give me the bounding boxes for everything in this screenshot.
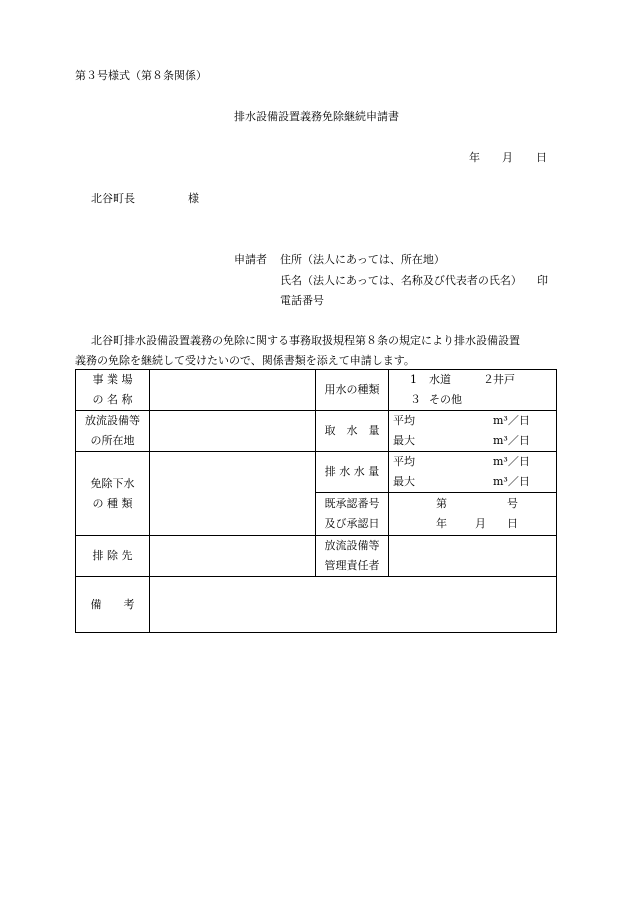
destination-label: 排 除 先 xyxy=(76,536,150,577)
exempt-sewage-label: 免除下水 の 種 類 xyxy=(76,452,150,536)
drain-amount-label: 排 水 水 量 xyxy=(316,452,389,493)
remarks-field[interactable] xyxy=(150,577,557,633)
business-name-field[interactable] xyxy=(150,370,316,411)
water-type-options[interactable]: 1 水道 ２ 井戸 ３ その他 xyxy=(389,370,557,411)
applicant-address: 住所（法人にあっては、所在地） xyxy=(280,253,445,266)
drain-amount-values[interactable]: 平均 m³／日 最大 m³／日 xyxy=(389,452,557,493)
applicant-label: 申請者 xyxy=(234,253,267,266)
table-row xyxy=(76,370,557,411)
remarks-label: 備 考 xyxy=(76,577,150,633)
water-type-label: 用水の種類 xyxy=(316,370,389,411)
date-day: 日 xyxy=(536,151,547,164)
destination-field[interactable] xyxy=(150,536,316,577)
table-row xyxy=(76,577,557,633)
applicant-phone: 電話番号 xyxy=(280,294,324,307)
seal-mark: 印 xyxy=(537,274,548,287)
addressee: 北谷町長 xyxy=(91,192,135,205)
approval-number-values[interactable]: 第 号 年 月 日 xyxy=(389,493,557,536)
body-text-line1: 北谷町排水設備設置義務の免除に関する事務取扱規程第８条の規定により排水設備設置 xyxy=(91,334,520,347)
table-row xyxy=(76,411,557,452)
discharge-location-field[interactable] xyxy=(150,411,316,452)
business-name-label: 事 業 場 の 名 称 xyxy=(76,370,150,411)
table-row xyxy=(76,452,557,493)
form-number: 第３号様式（第８条関係） xyxy=(75,69,207,82)
body-text-line2: 義務の免除を継続して受けたいので、関係書類を添えて申請します。 xyxy=(75,354,415,367)
intake-values[interactable]: 平均 m³／日 最大 m³／日 xyxy=(389,411,557,452)
manager-field[interactable] xyxy=(389,536,557,577)
applicant-name: 氏名（法人にあっては、名称及び代表者の氏名） xyxy=(280,274,522,287)
discharge-location-label: 放流設備等 の所在地 xyxy=(76,411,150,452)
intake-label: 取 水 量 xyxy=(316,411,389,452)
date-month: 月 xyxy=(502,151,513,164)
manager-label: 放流設備等 管理責任者 xyxy=(316,536,389,577)
approval-number-label: 既承認番号 及び承認日 xyxy=(316,493,389,536)
honorific: 様 xyxy=(188,192,199,205)
table-row xyxy=(76,536,557,577)
exempt-sewage-field[interactable] xyxy=(150,452,316,536)
date-year: 年 xyxy=(469,151,480,164)
application-table xyxy=(75,369,557,633)
document-title: 排水設備設置義務免除継続申請書 xyxy=(234,110,399,123)
